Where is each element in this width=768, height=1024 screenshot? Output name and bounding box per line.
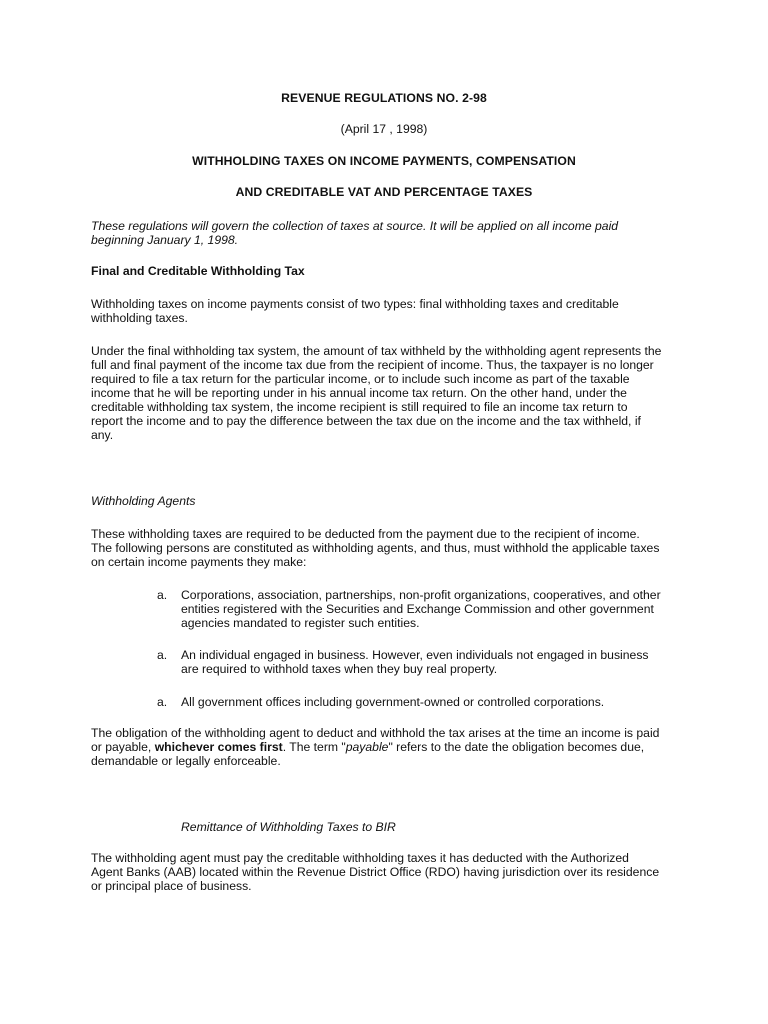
section-heading-remittance: Remittance of Withholding Taxes to BIR xyxy=(181,820,396,834)
paragraph-agents-intro xyxy=(91,527,691,569)
text-line: creditable withholding tax system, the income recipient is still required to file an income tax return to xyxy=(91,400,628,414)
text-line: entities registered with the Securities and Exchange Commission and other government xyxy=(181,602,654,616)
text-line: Withholding taxes on income payments consist of two types: final withholding taxes and creditable xyxy=(91,297,619,311)
text-line: All government offices including government-owned or controlled corporations. xyxy=(181,695,605,709)
text-line: Corporations, association, partnerships, non-profit organizations, cooperatives, and other xyxy=(181,588,661,602)
document-title: REVENUE REGULATIONS NO. 2-98 xyxy=(281,91,487,105)
text-run: " refers to the date the obligation becomes due, xyxy=(388,740,645,754)
paragraph-final-system xyxy=(91,344,691,442)
text-line: The obligation of the withholding agent to deduct and withhold the tax arises at the time an income is paid xyxy=(91,726,660,740)
list-marker: a. xyxy=(157,695,168,709)
text-line: These withholding taxes are required to be deducted from the payment due to the recipient of income. xyxy=(91,527,640,541)
section-heading-withholding-agents: Withholding Agents xyxy=(91,494,196,508)
text-line: any. xyxy=(91,428,114,442)
text-line: demandable or legally enforceable. xyxy=(91,754,281,768)
section-heading-final-creditable: Final and Creditable Withholding Tax xyxy=(91,264,305,278)
text-line: The withholding agent must pay the creditable withholding taxes it has deducted with the Authorized xyxy=(91,851,629,865)
text-line: The following persons are constituted as withholding agents, and thus, must withhold the applicable taxes xyxy=(91,541,660,555)
emphasis-payable: payable xyxy=(345,740,389,754)
text-line xyxy=(91,740,701,754)
document-date: (April 17 , 1998) xyxy=(340,122,428,136)
text-line: are required to withhold taxes when they buy real property. xyxy=(181,662,498,676)
text-line: Under the final withholding tax system, the amount of tax withheld by the withholding agent represents the xyxy=(91,344,662,358)
intro-paragraph xyxy=(91,219,691,247)
text-line: income that he will be reporting under in his annual income tax return. On the other hand, under the xyxy=(91,386,627,400)
intro-line: beginning January 1, 1998. xyxy=(91,233,239,247)
text-line: agencies mandated to register such entities. xyxy=(181,616,420,630)
text-line: or principal place of business. xyxy=(91,879,252,893)
intro-line: These regulations will govern the collection of taxes at source. It will be applied on all income paid xyxy=(91,219,619,233)
paragraph-obligation xyxy=(91,726,701,768)
text-line: report the income and to pay the difference between the tax due on the income and the tax withheld, if xyxy=(91,414,641,428)
list-item-text xyxy=(181,695,681,709)
text-line: withholding taxes. xyxy=(91,311,188,325)
document-subtitle-line-2: AND CREDITABLE VAT AND PERCENTAGE TAXES xyxy=(235,185,533,199)
list-marker: a. xyxy=(157,648,168,662)
list-marker: a. xyxy=(157,588,168,602)
text-run: . The term " xyxy=(282,740,346,754)
text-run: or payable, xyxy=(91,740,155,754)
list-item-text xyxy=(181,648,681,676)
list-item-text xyxy=(181,588,681,630)
paragraph-remittance xyxy=(91,851,691,893)
document-subtitle-line-1: WITHHOLDING TAXES ON INCOME PAYMENTS, COMPENSATION xyxy=(192,154,576,168)
text-line: Agent Banks (AAB) located within the Revenue District Office (RDO) having jurisdiction over its residence xyxy=(91,865,660,879)
text-line: on certain income payments they make: xyxy=(91,555,307,569)
text-line: required to file a tax return for the particular income, or to include such income as part of the taxable xyxy=(91,372,630,386)
text-line: An individual engaged in business. However, even individuals not engaged in business xyxy=(181,648,649,662)
paragraph-two-types xyxy=(91,297,691,325)
emphasis-whichever-comes-first: whichever comes first xyxy=(154,740,283,754)
text-line: full and final payment of the income tax due from the recipient of income. Thus, the taxpayer is no longer xyxy=(91,358,654,372)
